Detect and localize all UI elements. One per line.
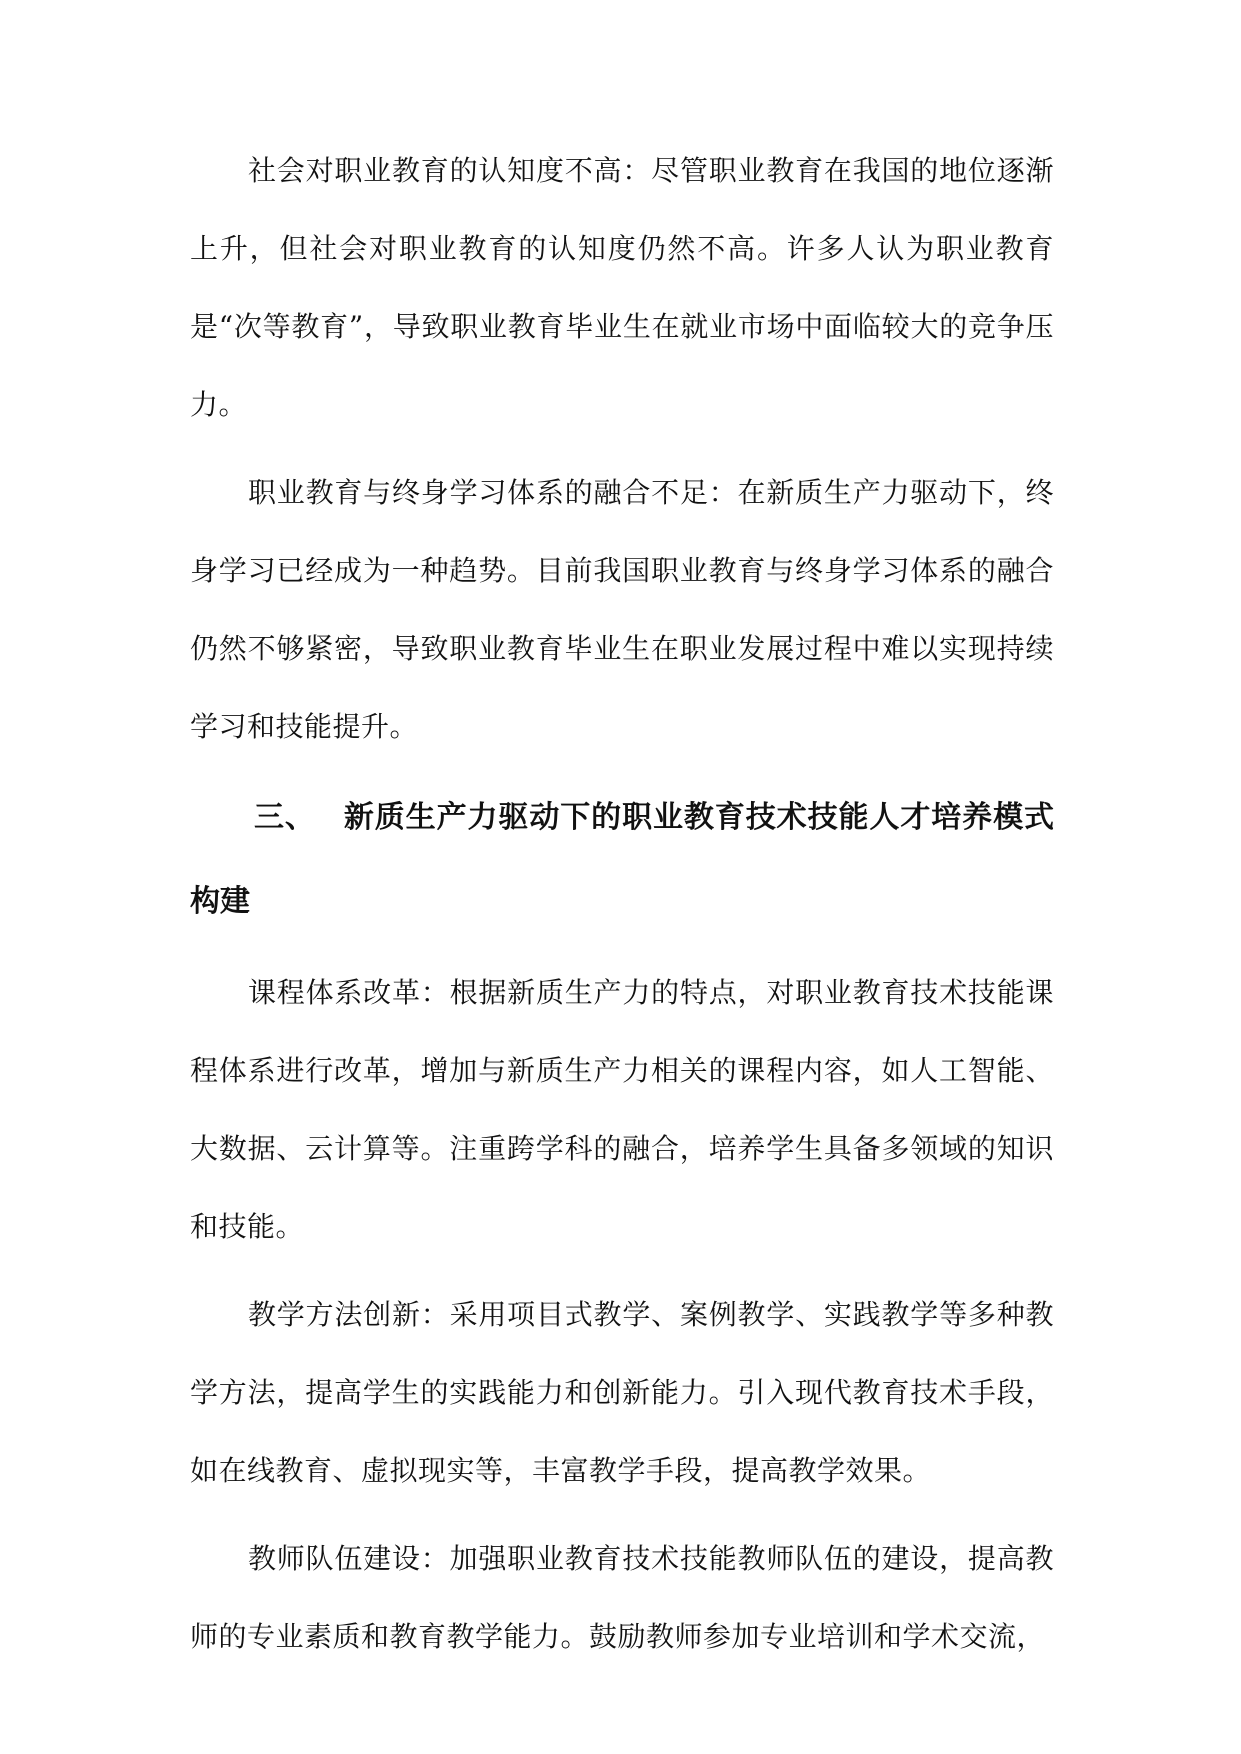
section-heading (190, 776, 1054, 944)
paragraph-lifelong-learning: 职业教育与终身学习体系的融合不足：在新质生产力驱动下，终身学习已经成为一种趋势。目前我国职业教育与终身学习体系的融合仍然不够紧密，导致职业教育毕业生在职业发展过程中难以实现持续学习和技能提升。 (190, 476, 1054, 743)
paragraph-teacher-team: 教师队伍建设：加强职业教育技术技能教师队伍的建设，提高教师的专业素质和教育教学能力。鼓励教师参加专业培训和学术交流， (190, 1542, 1054, 1653)
section-number: 三、 (254, 800, 316, 835)
document-page (190, 132, 1054, 1686)
section-title: 新质生产力驱动下的职业教育技术技能人才培养模式构建 (190, 800, 1055, 919)
paragraph-curriculum-reform: 课程体系改革：根据新质生产力的特点，对职业教育技术技能课程体系进行改革，增加与新质生产力相关的课程内容，如人工智能、大数据、云计算等。注重跨学科的融合，培养学生具备多领域的知识和技能。 (190, 976, 1054, 1243)
paragraph-teaching-innovation: 教学方法创新：采用项目式教学、案例教学、实践教学等多种教学方法，提高学生的实践能力和创新能力。引入现代教育技术手段，如在线教育、虚拟现实等，丰富教学手段，提高教学效果。 (190, 1298, 1054, 1487)
paragraph-social-recognition: 社会对职业教育的认知度不高：尽管职业教育在我国的地位逐渐上升，但社会对职业教育的认知度仍然不高。许多人认为职业教育是“次等教育”，导致职业教育毕业生在就业市场中面临较大的竞争压力。 (190, 154, 1054, 421)
